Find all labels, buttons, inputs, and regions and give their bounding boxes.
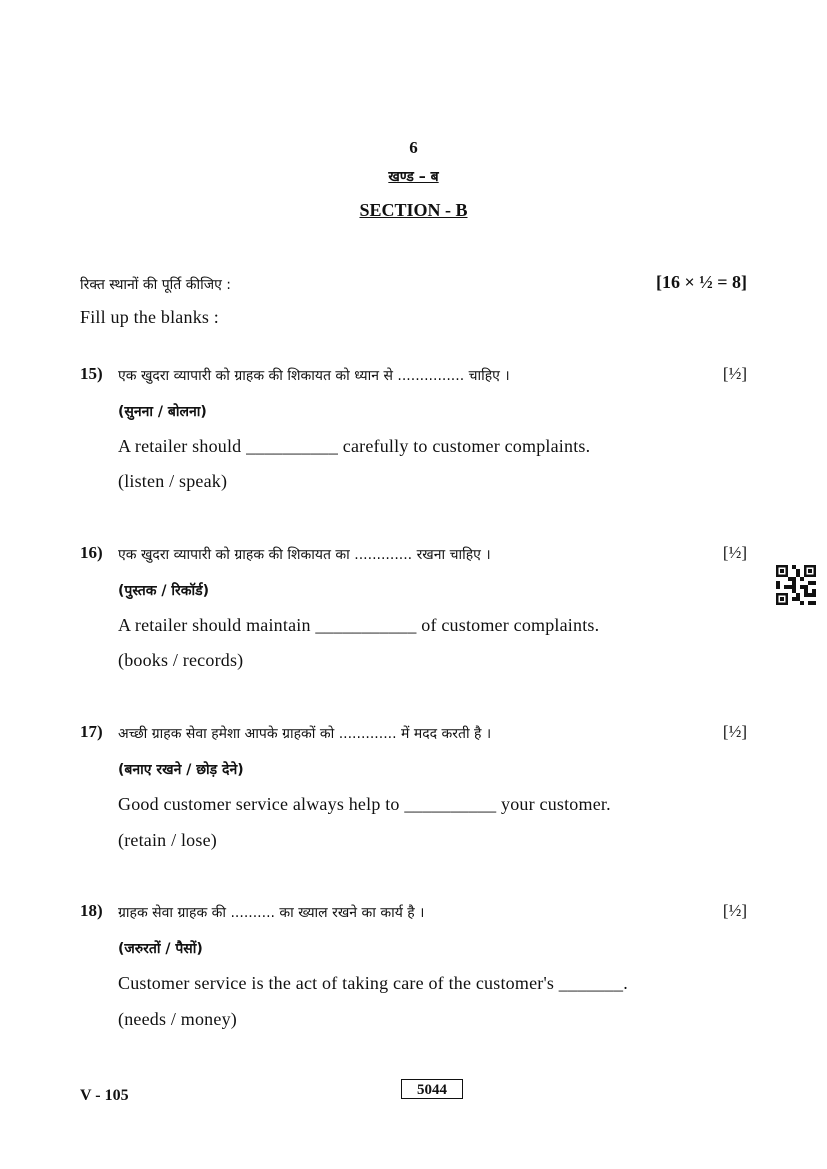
question-text-hindi: एक खुदरा व्यापारी को ग्राहक की शिकायत का ............. रखना चाहिए ।: [118, 547, 491, 563]
section-title-hindi: खण्ड – ब: [388, 169, 439, 185]
section-title-english: SECTION - B: [359, 200, 468, 220]
instruction-marks: [16 × ½ = 8]: [655, 272, 747, 292]
question-number: 16): [80, 543, 103, 562]
question-text-english: A retailer should maintain ___________ of customer complaints.: [118, 615, 600, 635]
question-marks: [½]: [722, 722, 747, 741]
question-number: 18): [80, 901, 103, 920]
question-marks: [½]: [722, 543, 747, 562]
options-hindi: (जरुरतों / पैसों): [118, 941, 203, 957]
options-hindi: (बनाए रखने / छोड़ देने): [118, 762, 244, 778]
question-number: 15): [80, 364, 103, 383]
footer-booklet-code: 5044: [401, 1079, 463, 1099]
options-english: (needs / money): [118, 1009, 237, 1029]
instruction-hindi: रिक्त स्थानों की पूर्ति कीजिए :: [80, 277, 232, 293]
options-english: (books / records): [118, 650, 244, 670]
options-hindi: (पुस्तक / रिकॉर्ड): [118, 583, 210, 599]
question-text-hindi: ग्राहक सेवा ग्राहक की .......... का ख्याल रखने का कार्य है ।: [118, 905, 425, 921]
question-text-english: Good customer service always help to __________ your customer.: [118, 794, 611, 814]
footer-paper-code: V - 105: [80, 1087, 129, 1104]
question-text-hindi: एक खुदरा व्यापारी को ग्राहक की शिकायत को ध्यान से ............... चाहिए ।: [118, 368, 510, 384]
question-text-hindi: अच्छी ग्राहक सेवा हमेशा आपके ग्राहकों को ............. में मदद करती है ।: [118, 726, 492, 742]
instruction-english: Fill up the blanks :: [80, 307, 219, 327]
question-number: 17): [80, 722, 103, 741]
qr-code-icon: [776, 565, 816, 605]
question-marks: [½]: [722, 901, 747, 920]
options-english: (retain / lose): [118, 830, 217, 850]
options-english: (listen / speak): [118, 471, 228, 491]
question-marks: [½]: [722, 364, 747, 383]
options-hindi: (सुनना / बोलना): [118, 404, 207, 420]
page-number: 6: [409, 138, 418, 157]
question-text-english: Customer service is the act of taking care of the customer's _______.: [118, 973, 628, 993]
question-text-english: A retailer should __________ carefully to customer complaints.: [118, 436, 591, 456]
